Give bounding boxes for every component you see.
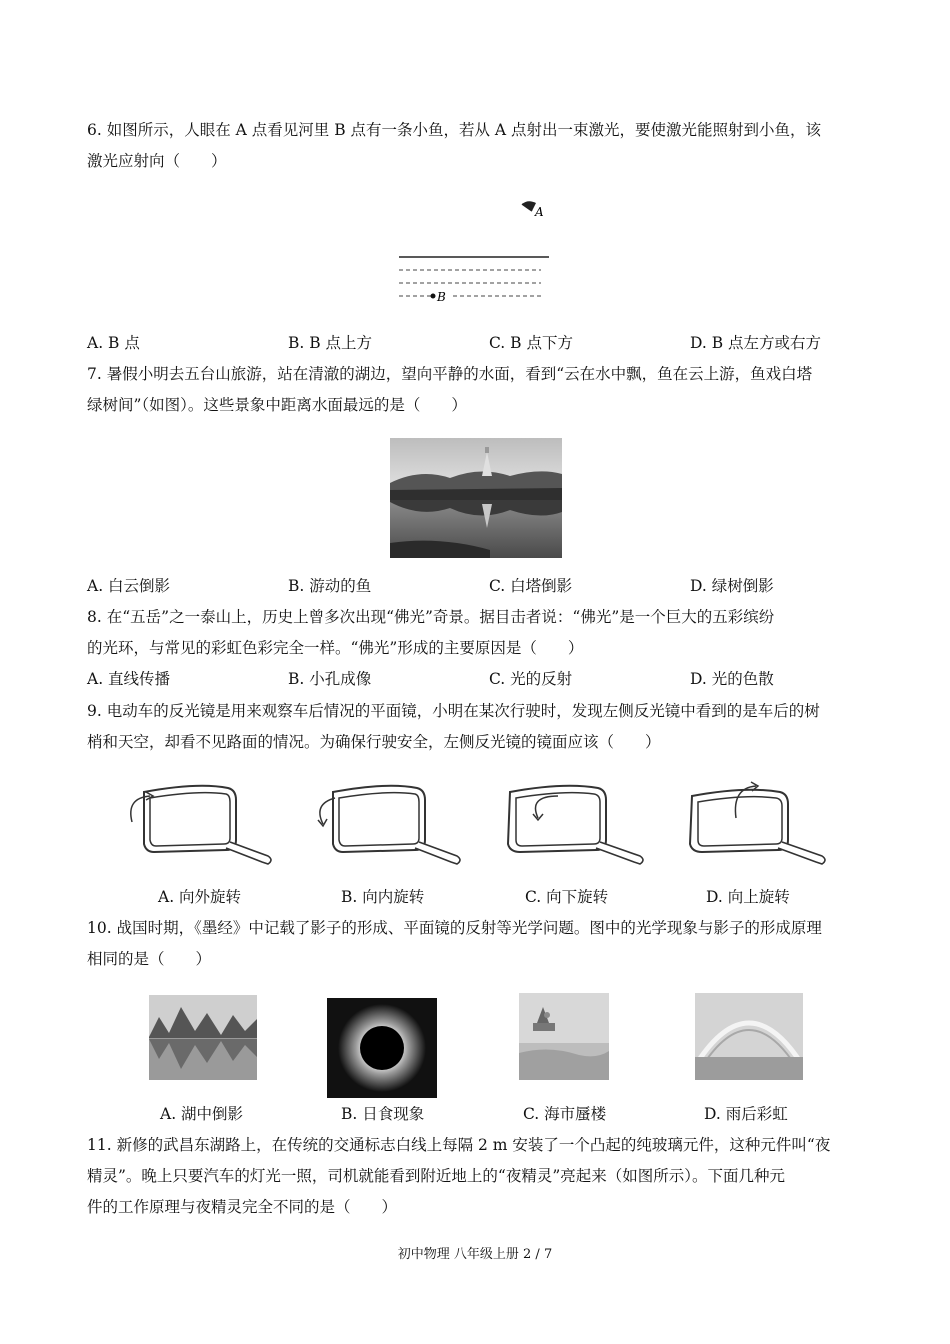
eye-icon <box>522 201 536 211</box>
q9-option-b[interactable]: B. 向内旋转 <box>341 888 425 906</box>
q6-stem-line1: 6. 如图所示，人眼在 A 点看见河里 B 点有一条小鱼，若从 A 点射出一束激光，要使激光能照射到小鱼，该 <box>87 121 822 139</box>
q9-mirror-figure-d <box>680 778 840 866</box>
fish-point-b <box>431 294 436 299</box>
q6-stem-line2: 激光应射向（ ） <box>87 152 227 170</box>
q7-stem-line1: 7. 暑假小明去五台山旅游，站在清澈的湖边，望向平静的水面，看到“云在水中飘，鱼在云上游，鱼戏白塔 <box>87 365 813 383</box>
q8-option-c[interactable]: C. 光的反射 <box>489 670 573 688</box>
q10-option-a[interactable]: A. 湖中倒影 <box>160 1105 244 1123</box>
q9-mirror-figure-c <box>494 778 654 866</box>
q7-option-d[interactable]: D. 绿树倒影 <box>690 577 774 595</box>
q10-photo-rainbow <box>695 993 803 1080</box>
q9-option-a[interactable]: A. 向外旋转 <box>158 888 242 906</box>
q6-option-d[interactable]: D. B 点左方或右方 <box>690 334 822 352</box>
q9-mirror-figure-a <box>118 778 278 866</box>
q10-option-d[interactable]: D. 雨后彩虹 <box>704 1105 788 1123</box>
q6-option-c[interactable]: C. B 点下方 <box>489 334 573 352</box>
label-a: A <box>535 205 544 219</box>
q10-photo-solar-eclipse <box>327 998 437 1098</box>
q8-option-a[interactable]: A. 直线传播 <box>87 670 171 688</box>
q10-photo-lake-reflection <box>149 995 257 1080</box>
q11-stem-line2: 精灵”。晚上只要汽车的灯光一照，司机就能看到附近地上的“夜精灵”亮起来（如图所示）。下面几种元 <box>87 1167 786 1185</box>
q8-option-b[interactable]: B. 小孔成像 <box>288 670 372 688</box>
q10-photo-mirage <box>519 993 609 1080</box>
q10-stem-line2: 相同的是（ ） <box>87 950 212 968</box>
q9-stem-line2: 梢和天空，却看不见路面的情况。为确保行驶安全，左侧反光镜的镜面应该（ ） <box>87 733 661 751</box>
q10-option-c[interactable]: C. 海市蜃楼 <box>523 1105 607 1123</box>
q8-option-d[interactable]: D. 光的色散 <box>690 670 774 688</box>
q9-option-c[interactable]: C. 向下旋转 <box>525 888 609 906</box>
q9-option-d[interactable]: D. 向上旋转 <box>706 888 790 906</box>
q7-option-c[interactable]: C. 白塔倒影 <box>489 577 573 595</box>
q6-option-b[interactable]: B. B 点上方 <box>288 334 373 352</box>
q10-option-b[interactable]: B. 日食现象 <box>341 1105 425 1123</box>
q8-stem-line2: 的光环，与常见的彩虹色彩完全一样。“佛光”形成的主要原因是（ ） <box>87 639 584 657</box>
q9-stem-line1: 9. 电动车的反光镜是用来观察车后情况的平面镜，小明在某次行驶时，发现左侧反光镜中看到的是车后的树 <box>87 702 820 720</box>
q9-mirror-figure-b <box>307 778 467 866</box>
q11-stem-line1: 11. 新修的武昌东湖路上，在传统的交通标志白线上每隔 2 m 安装了一个凸起的纯玻璃元件，这种元件叫“夜 <box>87 1136 831 1154</box>
page-footer: 初中物理 八年级上册 2 / 7 <box>397 1247 553 1262</box>
q10-stem-line1: 10. 战国时期，《墨经》中记载了影子的形成、平面镜的反射等光学问题。图中的光学现象与影子的形成原理 <box>87 919 822 937</box>
label-b: B <box>437 290 446 304</box>
q7-stem-line2: 绿树间”（如图）。这些景象中距离水面最远的是（ ） <box>87 396 467 414</box>
q6-figure-eye-fish <box>395 195 555 310</box>
q7-lake-photo <box>390 438 562 558</box>
q6-option-a[interactable]: A. B 点 <box>87 334 140 352</box>
q7-option-b[interactable]: B. 游动的鱼 <box>288 577 372 595</box>
q8-stem-line1: 8. 在“五岳”之一泰山上，历史上曾多次出现“佛光”奇景。据目击者说：“佛光”是一个巨大的五彩缤纷 <box>87 608 775 626</box>
q7-option-a[interactable]: A. 白云倒影 <box>87 577 171 595</box>
q11-stem-line3: 件的工作原理与夜精灵完全不同的是（ ） <box>87 1198 398 1216</box>
